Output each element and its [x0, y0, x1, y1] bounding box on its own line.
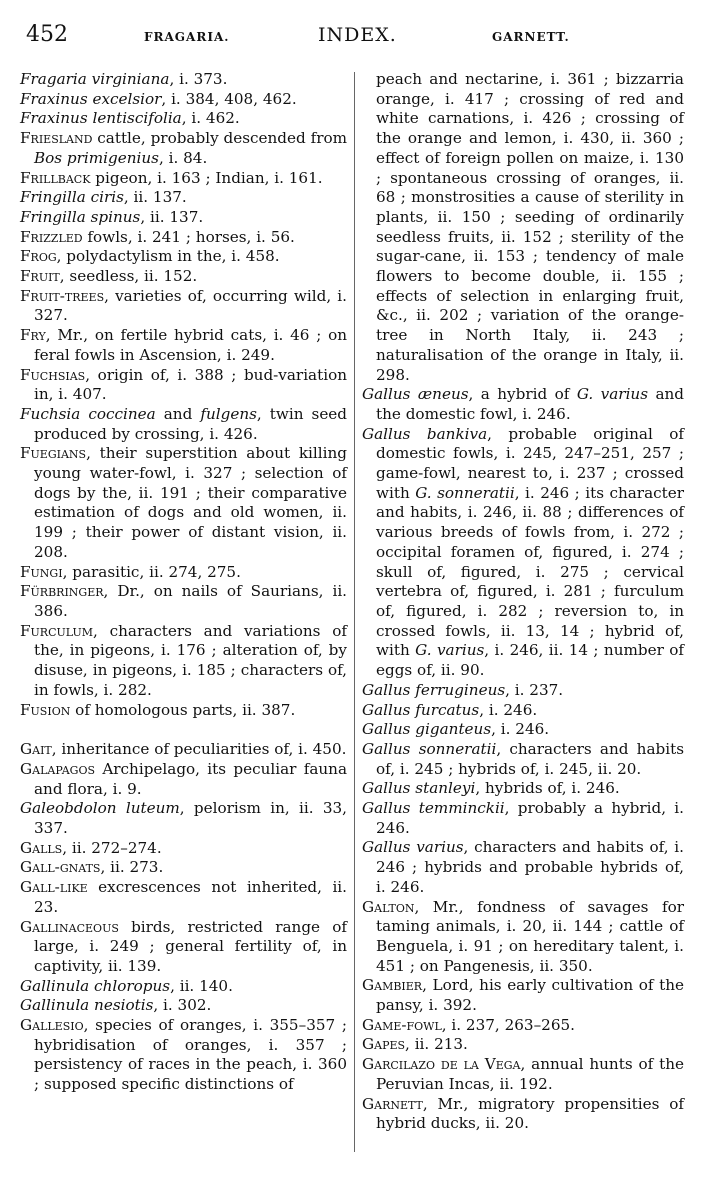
index-entry: [362, 385, 684, 424]
index-entry: [20, 90, 347, 110]
entry-heading: Gall-gnats: [20, 858, 101, 877]
entry-text: , species of oranges, i. 355–357 ; hybridisation of oranges, i. 357 ; persistency of races in the peach, i. 360 ; supposed specific distinctions of: [34, 1016, 347, 1094]
entry-italic-term: Fraxinus excelsior: [20, 89, 162, 108]
entry-text: , i. 237.: [505, 680, 564, 699]
index-entry: [362, 779, 684, 799]
page-number: 452: [26, 22, 68, 47]
header-last-term: GARNETT.: [492, 30, 570, 44]
entry-heading: Fry: [20, 326, 46, 345]
entry-text: , their superstition about killing young water-fowl, i. 327 ; selection of dogs by the, ii. 191 ; their comparative estimation of dogs and old women, ii. 199 ; their power of distant vision, ii. 208.: [34, 444, 347, 561]
entry-heading: Fruit-trees: [20, 286, 105, 305]
entry-heading: Garnett: [362, 1094, 423, 1113]
entry-italic-term: Gallus sonneratii: [362, 739, 497, 758]
entry-heading: Fuchsias: [20, 365, 86, 384]
entry-text: , ii. 273.: [100, 858, 164, 877]
entry-italic-term: Fringilla spinus: [20, 207, 141, 226]
section-gap: [20, 720, 347, 740]
entry-text: , parasitic, ii. 274, 275.: [62, 562, 241, 581]
entry-text: , Mr., on fertile hybrid cats, i. 46 ; on feral fowls in Ascension, i. 249.: [34, 326, 347, 364]
running-header: [0, 22, 705, 52]
column-divider: [354, 72, 355, 1152]
entry-italic-term: G. varius: [415, 641, 485, 660]
entry-heading: Gallesio: [20, 1016, 84, 1035]
entry-text: , seedless, ii. 152.: [59, 267, 198, 286]
index-entry: [20, 267, 347, 287]
entry-text: excrescences not inherited, ii. 23.: [34, 878, 347, 916]
index-entry: [20, 1016, 347, 1095]
entry-text: , ii. 137.: [123, 188, 187, 207]
entry-text: , i. 384, 408, 462.: [161, 89, 297, 108]
entry-text: , a hybrid of: [468, 385, 577, 404]
entry-text: and the domestic fowl, i. 246.: [376, 385, 685, 423]
entry-heading: Galls: [20, 838, 63, 857]
index-entry: [20, 366, 347, 405]
index-entry: [362, 1035, 684, 1055]
index-entry: [362, 720, 684, 740]
entry-heading: Garcilazo de la Vega: [362, 1055, 521, 1074]
entry-heading: Galton: [362, 897, 415, 916]
entry-text: , ii. 140.: [170, 976, 233, 995]
index-entry: [20, 740, 347, 760]
entry-text: , characters and variations of the, in pigeons, i. 176 ; alteration of, by disuse, in pigeons, i. 185 ; characters of, in fowls, i. 282.: [34, 621, 347, 699]
entry-italic-term: G. sonneratii: [415, 483, 515, 502]
right-column: [362, 70, 684, 1134]
entry-heading: Gait: [20, 740, 52, 759]
entry-heading: Furculum: [20, 621, 94, 640]
entry-text: , ii. 213.: [405, 1035, 468, 1054]
entry-heading: Fusion: [20, 700, 71, 719]
entry-text: , probably a hybrid, i. 246.: [376, 799, 684, 837]
entry-heading: Friesland: [20, 129, 93, 148]
entry-italic-term: Gallus æneus: [362, 385, 469, 404]
entry-text: and: [155, 404, 201, 423]
index-entry: [20, 878, 347, 917]
entry-text: , annual hunts of the Peruvian Incas, ii. 192.: [376, 1055, 684, 1093]
index-entry: [20, 70, 347, 90]
index-entry: [362, 425, 684, 681]
entry-text: , i. 246.: [479, 700, 538, 719]
entry-text: , i. 237, 263–265.: [441, 1015, 575, 1034]
entry-text: fowls, i. 241 ; horses, i. 56.: [82, 227, 295, 246]
entry-text: , polydactylism in the, i. 458.: [56, 247, 280, 266]
entry-text: , inheritance of peculiarities of, i. 450.: [51, 740, 347, 759]
entry-text: , i. 84.: [158, 148, 208, 167]
entry-italic-term: Fringilla ciris: [20, 188, 124, 207]
entry-heading: Game-fowl: [362, 1015, 442, 1034]
entry-italic-term: Gallus temminckii: [362, 799, 505, 818]
index-entry: [20, 977, 347, 997]
index-entry: [20, 701, 347, 721]
entry-heading: Gallinaceous: [20, 917, 119, 936]
entry-text: , characters and habits of, i. 245 ; hybrids of, i. 245, ii. 20.: [376, 739, 684, 778]
entry-text: , hybrids of, i. 246.: [475, 779, 620, 798]
index-entry: [20, 405, 347, 444]
entry-text: , ii. 137.: [140, 207, 204, 226]
entry-text: , probable original of domestic fowls, i. 245, 247–251, 257 ; game-fowl, nearest to, i. 237 ; crossed with: [376, 424, 684, 502]
entry-text: , Dr., on nails of Saurians, ii. 386.: [34, 582, 347, 620]
index-entry: [20, 918, 347, 977]
index-entry: [362, 838, 684, 897]
entry-italic-term: G. varius: [576, 385, 649, 404]
entry-text: pigeon, i. 163 ; Indian, i. 161.: [90, 168, 323, 187]
index-entry: [362, 681, 684, 701]
index-entry-continued: [362, 70, 684, 385]
entry-text: , i. 246.: [491, 720, 550, 739]
entry-italic-term: Gallus furcatus: [362, 700, 480, 719]
entry-text: of homologous parts, ii. 387.: [70, 700, 296, 719]
entry-italic-term: Fuchsia coccinea: [20, 404, 156, 423]
index-entry: [20, 228, 347, 248]
index-entry: [362, 799, 684, 838]
entry-text: peach and nectarine, i. 361 ; bizzarria orange, i. 417 ; crossing of red and white carnations, i. 426 ; crossing of the orange and lemon, i. 430, ii. 360 ; effect of foreign pollen on maize, i. 130 ; spontaneous crossing of oranges, ii. 68 ; monstrosities a cause of sterility in plants, ii. 150 ; seeding of ordinarily seedless fruits, ii. 152 ; sterility of the sugar-cane, ii. 153 ; tendency of male flowers to become double, ii. 155 ; effects of selection in enlarging fruit, &c., ii. 202 ; variation of the orange-tree in North Italy, ii. 243 ; naturalisation of the orange in Italy, ii. 298.: [376, 70, 684, 384]
entry-heading: Gapes: [362, 1035, 406, 1054]
entry-heading: Gall-like: [20, 878, 88, 897]
index-entry: [20, 208, 347, 228]
entry-heading: Fungi: [20, 562, 63, 581]
entry-text: , Mr., fondness of savages for taming animals, i. 20, ii. 144 ; cattle of Benguela, i. 91 ; on hereditary talent, i. 451 ; on Pangenesis, ii. 350.: [376, 897, 684, 975]
entry-italic-term: Bos primigenius: [34, 148, 159, 167]
entry-heading: Fürbringer: [20, 582, 104, 601]
entry-text: Archipelago, its peculiar fauna and flora, i. 9.: [34, 759, 347, 798]
index-entry: [20, 996, 347, 1016]
entry-text: , Mr., migratory propensities of hybrid ducks, ii. 20.: [376, 1094, 684, 1133]
index-entry: [20, 169, 347, 189]
index-entry: [362, 1095, 684, 1134]
entry-heading: Fruit: [20, 267, 60, 286]
entry-heading: Frog: [20, 247, 57, 266]
entry-heading: Fuegians: [20, 444, 87, 463]
index-entry: [20, 188, 347, 208]
index-entry: [362, 976, 684, 1015]
entry-italic-term: Galeobdolon luteum: [20, 799, 180, 818]
index-entry: [362, 898, 684, 977]
entry-italic-term: Fraxinus lentiscifolia: [20, 109, 182, 128]
index-entry: [20, 799, 347, 838]
entry-text: birds, restricted range of large, i. 249 ; general fertility of, in captivity, ii. 139.: [34, 917, 347, 975]
entry-text: , i. 302.: [153, 996, 212, 1015]
entry-text: , twin seed produced by crossing, i. 426.: [34, 404, 348, 443]
index-entry: [362, 1055, 684, 1094]
entry-italic-term: Gallus giganteus: [362, 720, 492, 739]
entry-heading: Frizzled: [20, 227, 83, 246]
index-entry: [362, 740, 684, 779]
entry-italic-term: Gallinula nesiotis: [20, 996, 154, 1015]
entry-italic-term: Gallus varius: [362, 838, 464, 857]
entry-text: , characters and habits of, i. 246 ; hybrids and probable hybrids of, i. 246.: [376, 838, 684, 896]
entry-italic-term: Gallus stanleyi: [362, 779, 476, 798]
entry-text: , origin of, i. 388 ; bud-variation in, i. 407.: [34, 365, 347, 404]
entry-text: , i. 246, ii. 14 ; number of eggs of, ii. 90.: [376, 641, 685, 680]
entry-text: cattle, probably descended from: [92, 129, 347, 148]
index-entry: [362, 701, 684, 721]
entry-italic-term: fulgens: [200, 404, 257, 423]
index-entry: [362, 1016, 684, 1036]
index-entry: [20, 839, 347, 859]
left-column: [20, 70, 347, 1095]
entry-text: , ii. 272–274.: [62, 838, 162, 857]
index-entry: [20, 247, 347, 267]
entry-italic-term: Gallinula chloropus: [20, 976, 171, 995]
entry-italic-term: Gallus ferrugineus: [362, 680, 506, 699]
entry-text: , varieties of, occurring wild, i. 327.: [34, 286, 347, 325]
entry-heading: Galapagos: [20, 759, 96, 778]
index-entry: [20, 109, 347, 129]
entry-italic-term: Fragaria virginiana: [20, 70, 170, 88]
entry-italic-term: Gallus bankiva: [362, 424, 488, 443]
index-entry: [20, 326, 347, 365]
entry-text: , i. 462.: [181, 109, 240, 128]
index-entry: [20, 129, 347, 168]
index-entry: [20, 622, 347, 701]
index-entry: [20, 582, 347, 621]
index-entry: [20, 287, 347, 326]
header-first-term: FRAGARIA.: [144, 30, 230, 44]
index-entry: [20, 858, 347, 878]
index-entry: [20, 444, 347, 562]
entry-text: , Lord, his early cultivation of the pansy, i. 392.: [376, 976, 684, 1015]
entry-text: , i. 373.: [169, 70, 228, 88]
index-entry: [20, 760, 347, 799]
entry-heading: Frillback: [20, 168, 91, 187]
entry-heading: Gambier: [362, 976, 423, 995]
entry-text: , pelorism in, ii. 33, 337.: [34, 799, 347, 838]
entry-text: , i. 246 ; its character and habits, i. 246, ii. 88 ; differences of various breeds of fowls from, i. 272 ; occipital foramen of, figured, i. 274 ; skull of, figured, i. 275 ; cervical vertebra of, figured, i. 281 ; furculum of, figured, i. 282 ; reversion to, in crossed fowls, ii. 13, 14 ; hybrid of, with: [376, 483, 684, 660]
index-entry: [20, 563, 347, 583]
header-title: INDEX.: [318, 24, 397, 46]
